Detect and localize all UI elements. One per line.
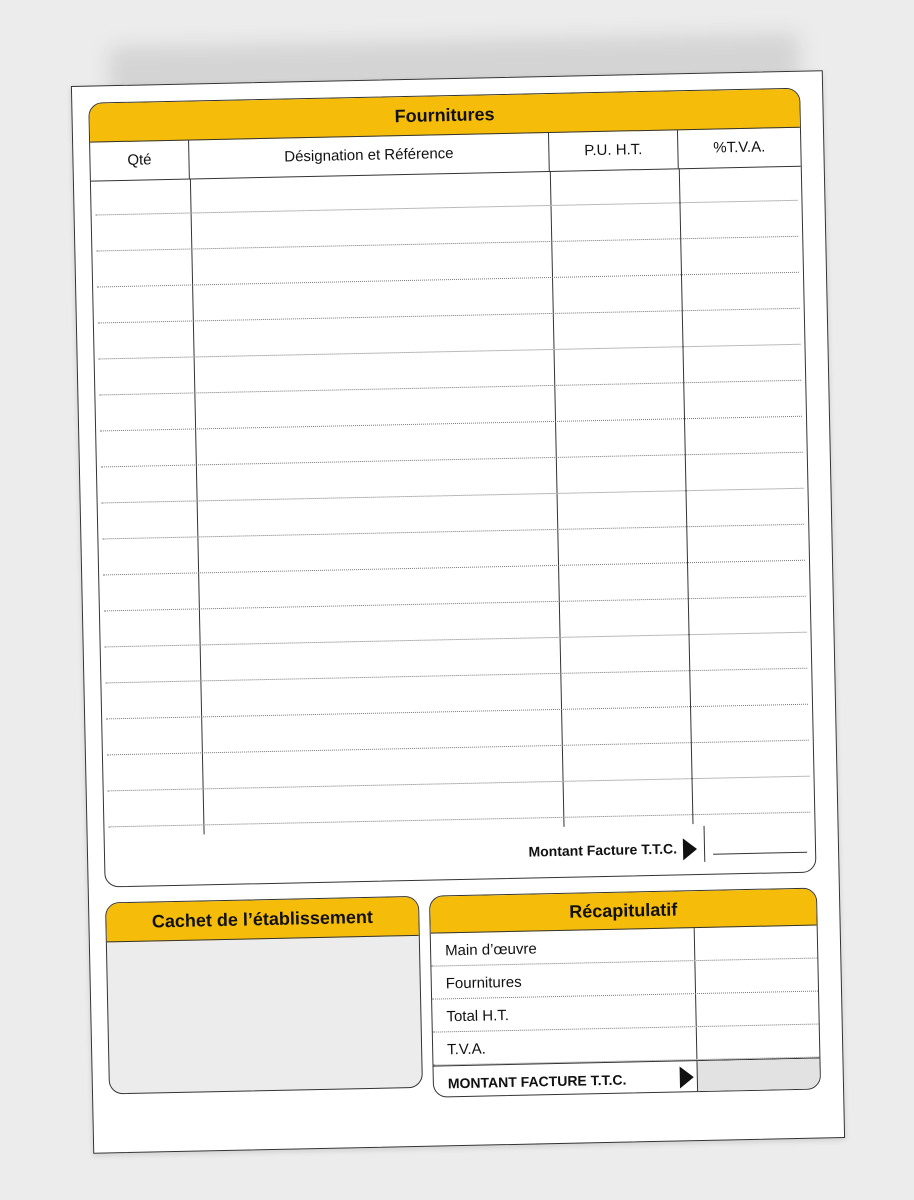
recap-value-field[interactable] [694,926,818,961]
recap-row-label: Fournitures [445,973,522,993]
fournitures-title: Fournitures [89,89,800,143]
entry-row[interactable] [106,704,808,720]
recap-row-label: Total H.T. [446,1007,510,1026]
entry-row[interactable] [97,272,799,288]
recap-row-label: Main d’œuvre [444,940,537,960]
entry-row[interactable] [101,452,803,468]
entry-row[interactable] [96,200,798,216]
total-divider [704,826,706,862]
recap-box [429,888,821,1098]
recap-value-field[interactable] [694,959,818,994]
entry-row[interactable] [102,524,804,540]
column-divider [679,168,694,824]
recap-row-total-ttc [433,1058,820,1098]
fournitures-total-label: Montant Facture T.T.C. [528,840,678,860]
entry-row[interactable] [98,308,800,324]
arrow-right-icon [680,1066,694,1088]
entry-row[interactable] [108,776,810,792]
entry-row[interactable] [103,560,805,576]
col-header-pu-ht: P.U. H.T. [549,130,679,171]
col-header-tva: %T.V.A. [713,138,766,157]
entry-row[interactable] [105,632,807,648]
entry-row[interactable] [104,596,806,612]
recap-value-field[interactable] [695,992,819,1027]
entry-row[interactable] [107,740,809,756]
stamp-box [105,896,423,1095]
stamp-box-title: Cachet de l’établissement [106,897,419,943]
total-amount-field[interactable] [713,852,807,855]
entry-row[interactable] [102,488,804,504]
entry-row[interactable] [99,380,801,396]
column-divider [550,171,565,827]
recap-title: Récapitulatif [430,889,817,934]
entry-row[interactable] [100,416,802,432]
col-header-designation: Désignation et Référence [189,133,550,179]
recap-row-label: T.V.A. [446,1040,486,1059]
invoice-sheet [71,70,845,1154]
entry-lines-area [91,166,815,837]
column-divider [190,178,205,834]
fournitures-table [88,88,816,888]
recap-value-field[interactable] [696,1025,820,1060]
entry-row[interactable] [96,236,798,252]
recap-total-field[interactable] [696,1059,820,1094]
entry-row[interactable] [99,344,801,360]
arrow-right-icon [683,838,697,860]
entry-row[interactable] [105,668,807,684]
col-header-qte: Qté [90,141,190,181]
recap-total-label: MONTANT FACTURE T.T.C. [447,1071,627,1092]
